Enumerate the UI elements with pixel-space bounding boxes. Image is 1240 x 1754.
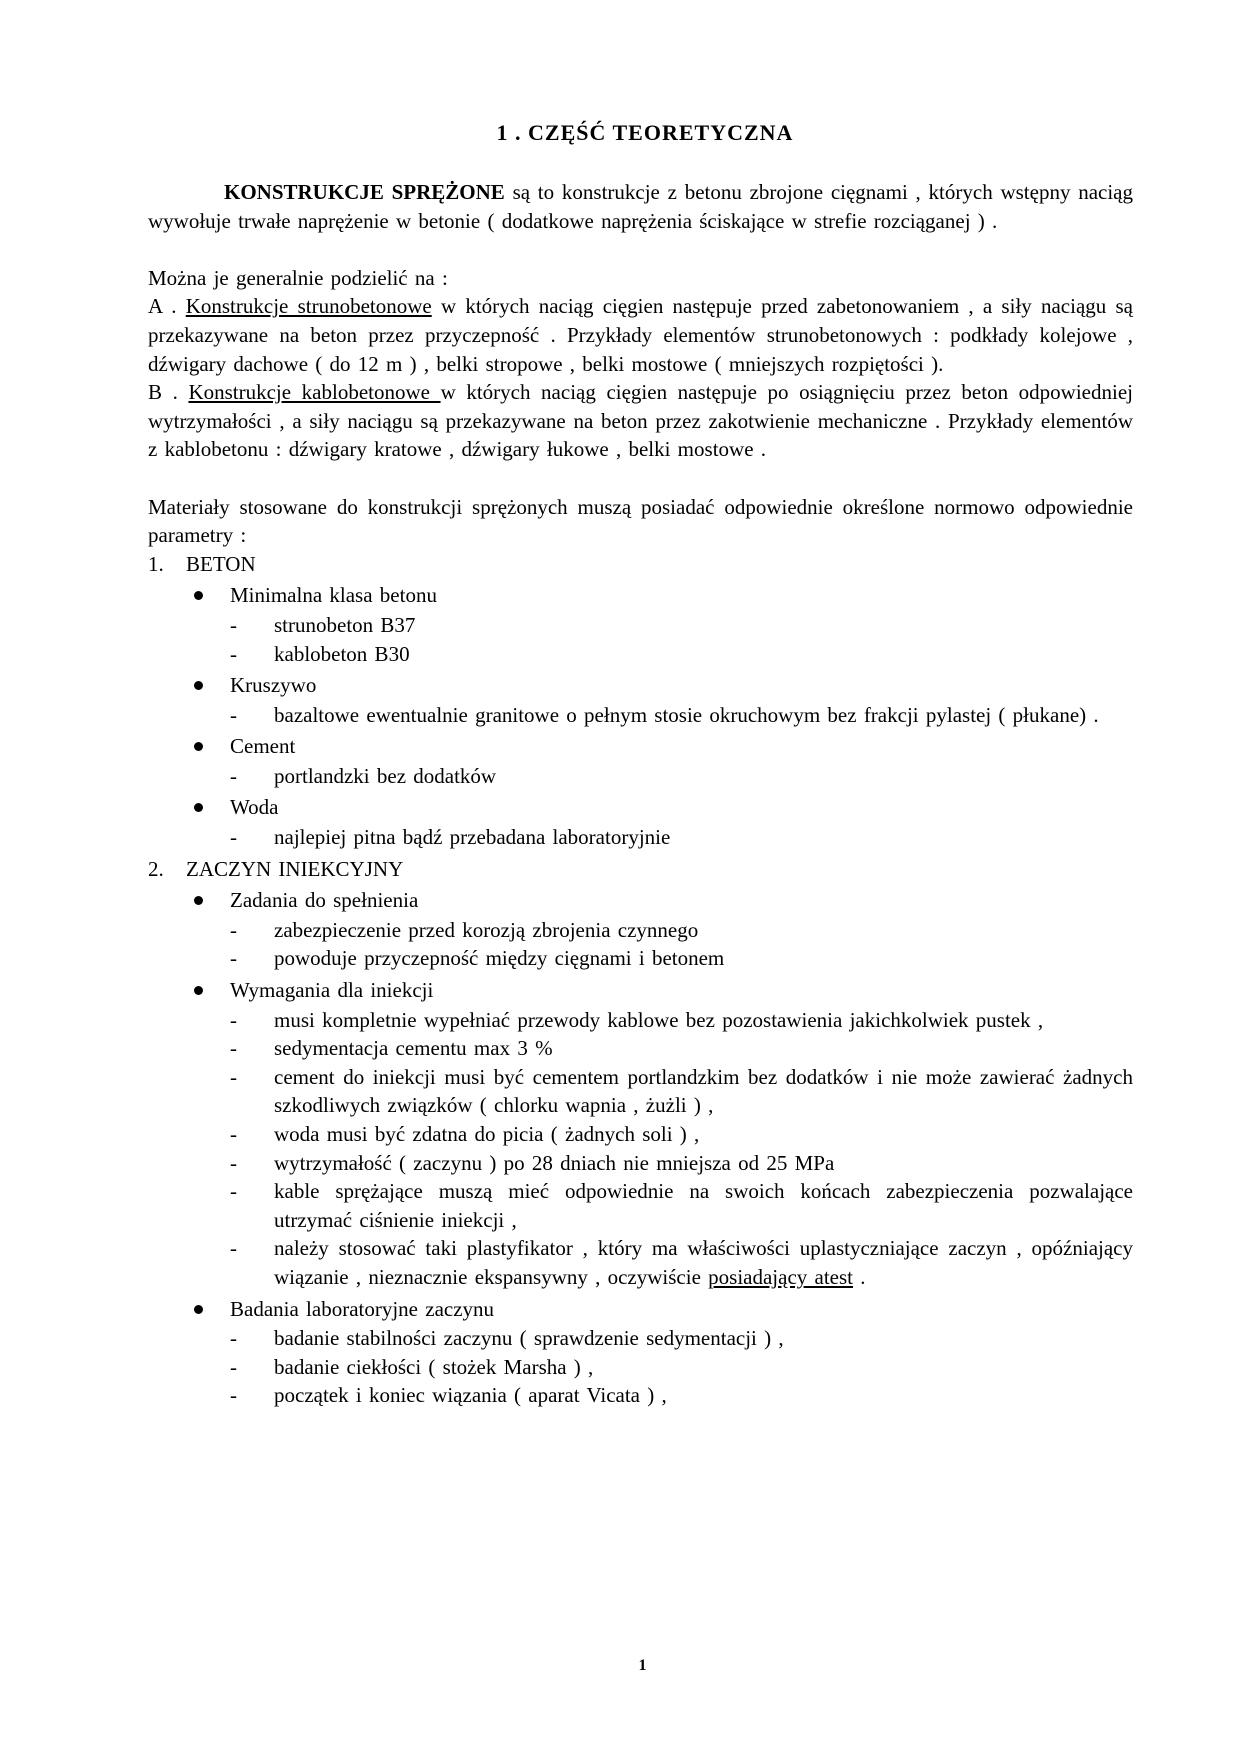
bullet-icon (194, 742, 203, 751)
dash-item-text: cement do iniekcji musi być cementem portlandzkim bez dodatków i nie może zawierać żadnych szkodliwych związków ( chlorku wapnia , żużli ) , (274, 1064, 1133, 1118)
division-b (148, 378, 1133, 464)
dash-item (230, 1149, 1133, 1178)
dash-glyph: - (230, 1354, 237, 1379)
bullet-label: Wymagania dla iniekcji (230, 978, 434, 1003)
dash-item (230, 1034, 1133, 1063)
dash-list (230, 916, 1133, 973)
dash-item-text: należy stosować taki plastyfikator , który ma właściwości uplastyczniające zaczyn , opóźniający wiązanie , nieznacznie ekspansywny , oczywiście (274, 1236, 1133, 1289)
bullet-icon (194, 803, 203, 812)
dash-list (230, 1006, 1133, 1292)
bullet-item (188, 581, 1133, 668)
bullet-icon (194, 1305, 203, 1314)
division-a-term: Konstrukcje strunobetonowe (185, 294, 432, 319)
dash-item (230, 1177, 1133, 1234)
dash-glyph: - (230, 1036, 237, 1061)
dash-item (230, 1324, 1133, 1353)
intro-term: KONSTRUKCJE SPRĘŻONE (224, 180, 505, 204)
dash-glyph: - (230, 1122, 237, 1146)
dash-item (230, 1120, 1133, 1149)
dash-glyph: - (230, 1064, 237, 1089)
page-number: 1 (638, 1657, 647, 1674)
dash-item-end: . (853, 1264, 866, 1289)
dash-item (230, 1234, 1133, 1291)
dash-glyph: - (230, 917, 237, 942)
dash-glyph: - (230, 1326, 237, 1351)
division-b-text: w których naciąg cięgien następuje po osiągnięciu przez beton odpowiedniej wytrzymałości , a siły naciągu są przekazywane na beton przez zakotwienie mechaniczne . Przykłady elementów z kablobetonu : dźwigary kratowe , dźwigary łukowe , belki mostowe . (148, 380, 1133, 462)
dash-item-text: portlandzki bez dodatków (274, 763, 497, 788)
page-title: 1 . CZĘŚĆ TEORETYCZNA (496, 120, 794, 145)
intro-text: są to konstrukcje z betonu zbrojone cięgnami , których wstępny naciąg wywołuje trwałe naprężenie w betonie ( dodatkowe naprężenia ściskające w strefie rozciąganej ) . (148, 180, 1133, 233)
dash-item (230, 1381, 1133, 1410)
section-number: 2. (148, 856, 164, 881)
division-a-text: w których naciąg cięgien następuje przed zabetonowaniem , a siły naciągu są przekazywane na beton przez przyczepność . Przykłady elementów strunobetonowych : podkłady kolejowe , dźwigary dachowe ( do 12 m ) , belki stropowe , belki mostowe ( mniejszych rozpiętości ). (148, 294, 1133, 376)
dash-item-text: najlepiej pitna bądź przebadana laboratoryjnie (274, 825, 671, 850)
bullet-item (188, 671, 1133, 729)
dash-item (230, 1063, 1133, 1120)
dash-glyph: - (230, 612, 237, 637)
dash-glyph: - (230, 702, 237, 727)
section-title: ZACZYN INIEKCYJNY (186, 856, 404, 881)
dash-glyph: - (230, 1236, 237, 1261)
dash-list (230, 611, 1133, 668)
division-a (148, 292, 1133, 378)
dash-glyph: - (230, 825, 237, 850)
dash-glyph: - (230, 763, 237, 788)
dash-item-text: sedymentacja cementu max 3 % (274, 1036, 553, 1061)
dash-item-text: wytrzymałość ( zaczynu ) po 28 dniach nie mniejsza od 25 MPa (274, 1150, 835, 1175)
section-heading (148, 550, 1133, 579)
dash-item (230, 944, 1133, 973)
bullet-label: Badania laboratoryjne zaczynu (230, 1296, 495, 1321)
document-body (148, 178, 1133, 1413)
bullet-label: Woda (230, 795, 279, 820)
dash-glyph: - (230, 1007, 237, 1032)
section-title: BETON (186, 551, 256, 576)
division-lead: Można je generalnie podzielić na : (148, 265, 448, 290)
dash-item-text: badanie stabilności zaczynu ( sprawdzenie sedymentacji ) , (274, 1326, 784, 1351)
section-number: 1. (148, 551, 164, 576)
dash-list (230, 1324, 1133, 1410)
dash-item-text: zabezpieczenie przed korozją zbrojenia czynnego (274, 917, 699, 942)
dash-item (230, 823, 1133, 852)
dash-item-text: powoduje przyczepność między cięgnami i betonem (274, 946, 725, 971)
dash-item (230, 701, 1133, 730)
dash-list (230, 701, 1133, 730)
bullet-icon (194, 681, 203, 690)
dash-glyph: - (230, 1179, 237, 1204)
dash-item (230, 916, 1133, 945)
dash-item-text: kablobeton B30 (274, 641, 410, 666)
intro-paragraph (148, 178, 1133, 235)
bullet-item (188, 732, 1133, 790)
bullet-item (188, 886, 1133, 973)
bullet-icon (194, 986, 203, 995)
dash-item-text: musi kompletnie wypełniać przewody kablowe bez pozostawienia jakichkolwiek pustek , (274, 1007, 1044, 1032)
bullet-label: Minimalna klasa betonu (230, 583, 437, 608)
division-a-prefix: A . (148, 294, 186, 319)
bullet-label: Kruszywo (230, 673, 317, 698)
materials-list (148, 550, 1133, 1410)
dash-item-text: bazaltowe ewentualnie granitowe o pełnym stosie okruchowym bez frakcji pylastej ( płukane) . (274, 702, 1099, 727)
bullet-list (148, 581, 1133, 851)
dash-item (230, 640, 1133, 669)
dash-item-text: woda musi być zdatna do picia ( żadnych soli ) , (274, 1122, 700, 1146)
bullet-list (148, 886, 1133, 1410)
dash-item-text: strunobeton B37 (274, 612, 416, 637)
bullet-label: Cement (230, 734, 296, 759)
dash-item (230, 762, 1133, 791)
dash-glyph: - (230, 1150, 237, 1175)
bullet-icon (194, 591, 203, 600)
section-zaczyn (148, 855, 1133, 1410)
section-beton (148, 550, 1133, 852)
bullet-item (188, 793, 1133, 851)
dash-glyph: - (230, 946, 237, 971)
dash-item-text: początek i koniec wiązania ( aparat Vicata ) , (274, 1383, 667, 1408)
dash-glyph: - (230, 1383, 237, 1408)
dash-item (230, 611, 1133, 640)
bullet-icon (194, 896, 203, 905)
dash-item-text: badanie ciekłości ( stożek Marsha ) , (274, 1354, 594, 1379)
division-b-prefix: B . (148, 380, 189, 405)
dash-item (230, 1006, 1133, 1035)
dash-list (230, 823, 1133, 852)
materials-lead: Materiały stosowane do konstrukcji sprężonych muszą posiadać odpowiednie określone normowo odpowiednie parametry : (148, 494, 1133, 548)
division-b-term: Konstrukcje kablobetonowe (188, 380, 441, 405)
bullet-label: Zadania do spełnienia (230, 888, 419, 913)
atest-term: posiadający atest (708, 1264, 854, 1289)
section-heading (148, 855, 1133, 884)
dash-item (230, 1353, 1133, 1382)
dash-glyph: - (230, 641, 237, 666)
dash-item-text: kable sprężające muszą mieć odpowiednie na swoich końcach zabezpieczenia pozwalające utrzymać ciśnienie iniekcji , (274, 1179, 1133, 1232)
dash-list (230, 762, 1133, 791)
bullet-item (188, 976, 1133, 1292)
bullet-item (188, 1295, 1133, 1410)
